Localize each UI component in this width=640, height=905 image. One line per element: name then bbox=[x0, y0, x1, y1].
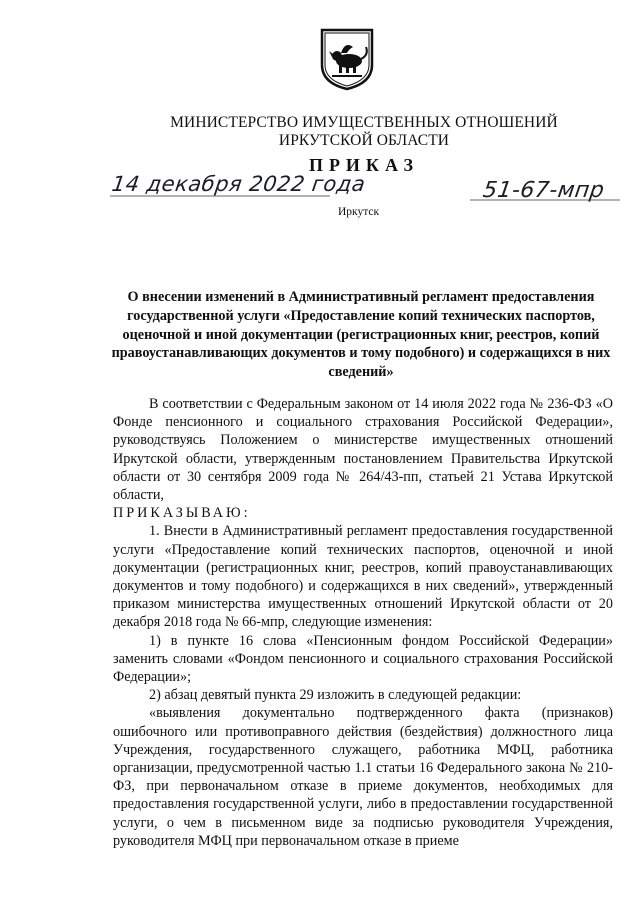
subitem-1-paragraph: 1) в пункте 16 слова «Пенсионным фондом Российской Федерации» заменить словами «Фондом пенсионного и социального страхования Российской Федерации»; bbox=[113, 632, 613, 686]
handwritten-document-number: 51-67-мпр bbox=[481, 178, 607, 203]
order-word: ПРИКАЗЫВАЮ: bbox=[113, 505, 251, 522]
ministry-name-line2: ИРКУТСКОЙ ОБЛАСТИ bbox=[278, 132, 450, 149]
document-subject: О внесении изменений в Административный регламент предоставления государственной услуги «Предоставление копий технических паспортов, оценочной и иной документации (регистрационных книг, реестров, копий правоустанавливающих документов и тому подобного) и содержащихся в них сведений» bbox=[111, 289, 611, 381]
item-1-paragraph: 1. Внести в Административный регламент предоставления государственной услуги «Предоставление копий технических паспортов, оценочной и иной документации (регистрационных книг, реестров, копий правоустанавливающих документов и тому подобного) и содержащихся в них сведений», утвержденный приказом министерства имущественных отношений Иркутской области от 20 декабря 2018 года № 66-мпр, следующие изменения: bbox=[113, 523, 613, 631]
number-underline bbox=[470, 198, 620, 202]
coat-of-arms-emblem bbox=[319, 27, 375, 91]
quoted-text-paragraph: «выявления документально подтвержденного факта (признаков) ошибочного или противоправного действия (бездействия) должностного лица Учреждения, государственного служащего, работника МФЦ, работника организации, предусмотренной частью 1.1 статьи 16 Федерального закона № 210-ФЗ, при первоначальном отказе в приеме документов, необходимых для предоставления государственной услуги, либо в предоставлении государственной услуги, о чем в письменном виде за подписью руководителя Учреждения, руководителя МФЦ при первоначальном отказе в приеме bbox=[113, 705, 613, 849]
document-type-title: ПРИКАЗ bbox=[308, 155, 420, 175]
subitem-2-paragraph: 2) абзац девятый пункта 29 изложить в следующей редакции: bbox=[149, 687, 522, 704]
ministry-name-line1: МИНИСТЕРСТВО ИМУЩЕСТВЕННЫХ ОТНОШЕНИЙ bbox=[170, 114, 558, 131]
document-body bbox=[113, 395, 613, 850]
date-underline bbox=[110, 194, 330, 198]
preamble-paragraph: В соответствии с Федеральным законом от 14 июля 2022 года № 236-ФЗ «О Фонде пенсионного и социального страхования Российской Федерации», руководствуясь Положением о министерстве имущественных отношений Иркутской области, утвержденным постановлением Правительства Иркутской области от 30 сентября 2009 года № 264/43-пп, статьей 21 Устава Иркутской области, bbox=[113, 396, 613, 504]
city-label: Иркутск bbox=[338, 206, 380, 218]
handwritten-date: 14 декабря 2022 года bbox=[110, 172, 368, 196]
